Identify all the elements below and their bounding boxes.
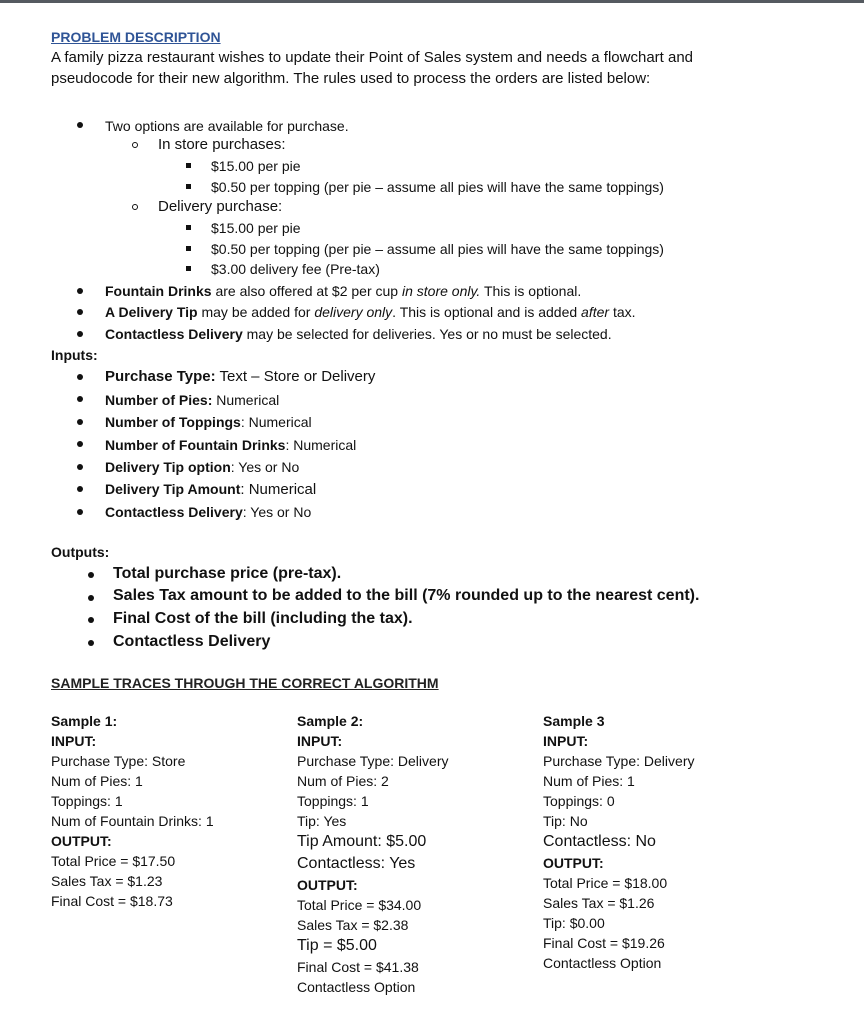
input-label: INPUT: xyxy=(543,733,589,749)
sample-line: Final Cost = $41.38 xyxy=(297,959,419,975)
rule-tip: A Delivery Tip may be added for delivery only. This is optional and is added after tax. xyxy=(105,304,636,320)
sample-line: Num of Pies: 1 xyxy=(51,773,143,789)
sample-1 xyxy=(51,711,291,911)
bullet-icon xyxy=(77,309,83,315)
sample-line: Tip: Yes xyxy=(297,813,347,829)
bullet-icon xyxy=(77,486,83,492)
bullet-icon xyxy=(77,464,83,470)
sample-3 xyxy=(543,711,783,973)
sample-line: Total Price = $17.50 xyxy=(51,853,176,869)
sample-line: Toppings: 1 xyxy=(51,793,123,809)
sample-line: Purchase Type: Delivery xyxy=(297,753,449,769)
sample-line: Toppings: 1 xyxy=(297,793,369,809)
delivery-item: $0.50 per topping (per pie – assume all pies will have the same toppings) xyxy=(211,241,664,257)
sample-line: Num of Pies: 1 xyxy=(543,773,635,789)
bullet-icon xyxy=(77,441,83,447)
input-item: Delivery Tip Amount: Numerical xyxy=(105,481,317,498)
input-label: INPUT: xyxy=(297,733,343,749)
sample-line: Contactless Option xyxy=(297,979,416,995)
sample-line: Toppings: 0 xyxy=(543,793,615,809)
inputs-heading: Inputs: xyxy=(51,347,98,363)
output-label: OUTPUT: xyxy=(297,877,358,893)
rule-contactless: Contactless Delivery may be selected for deliveries. Yes or no must be selected. xyxy=(105,326,612,342)
bullet-square-icon xyxy=(186,246,191,251)
intro-line-1: A family pizza restaurant wishes to update their Point of Sales system and needs a flowchart and xyxy=(51,49,694,66)
sample-line: Tip Amount: $5.00 xyxy=(297,833,427,850)
bullet-square-icon xyxy=(186,163,191,168)
output-item: Total purchase price (pre-tax). xyxy=(113,565,342,582)
sample-line: Sales Tax = $2.38 xyxy=(297,917,409,933)
sample-line: Purchase Type: Delivery xyxy=(543,753,695,769)
sample-line: Purchase Type: Store xyxy=(51,753,186,769)
sample-line: Tip: No xyxy=(543,813,588,829)
bullet-icon xyxy=(77,331,83,337)
samples-heading: SAMPLE TRACES THROUGH THE CORRECT ALGORITHM xyxy=(51,675,439,691)
input-item: Number of Toppings: Numerical xyxy=(105,414,312,430)
input-item: Number of Fountain Drinks: Numerical xyxy=(105,437,357,453)
output-label: OUTPUT: xyxy=(51,833,112,849)
in-store-item: $15.00 per pie xyxy=(211,158,301,174)
bullet-icon xyxy=(77,288,83,294)
bullet-square-icon xyxy=(186,225,191,230)
output-label: OUTPUT: xyxy=(543,855,604,871)
bullet-icon xyxy=(77,419,83,425)
rule-options: Two options are available for purchase. xyxy=(105,118,349,134)
sample-line: Tip: $0.00 xyxy=(543,915,605,931)
sample-line: Final Cost = $19.26 xyxy=(543,935,665,951)
output-item: Contactless Delivery xyxy=(113,633,271,650)
bullet-icon xyxy=(88,572,94,578)
bullet-icon xyxy=(88,595,94,601)
input-label: INPUT: xyxy=(51,733,97,749)
sample-line: Num of Pies: 2 xyxy=(297,773,389,789)
delivery-item: $15.00 per pie xyxy=(211,220,301,236)
bullet-icon xyxy=(77,374,83,380)
input-item: Delivery Tip option: Yes or No xyxy=(105,459,300,475)
sample-line: Num of Fountain Drinks: 1 xyxy=(51,813,214,829)
problem-heading: PROBLEM DESCRIPTION xyxy=(51,29,221,45)
sample-line: Contactless Option xyxy=(543,955,662,971)
sample-line: Sales Tax = $1.26 xyxy=(543,895,655,911)
rule-fountain: Fountain Drinks are also offered at $2 per cup in store only. This is optional. xyxy=(105,283,582,299)
input-item: Purchase Type: Text – Store or Delivery xyxy=(105,368,376,385)
rule-in-store: In store purchases: xyxy=(158,136,286,153)
bullet-icon xyxy=(88,617,94,623)
bullet-circle-icon xyxy=(132,142,138,148)
delivery-item: $3.00 delivery fee (Pre-tax) xyxy=(211,261,380,277)
sample-line: Contactless: No xyxy=(543,833,656,850)
outputs-heading: Outputs: xyxy=(51,544,110,560)
sample-line: Tip = $5.00 xyxy=(297,937,377,954)
sample-line: Final Cost = $18.73 xyxy=(51,893,173,909)
sample-line: Total Price = $18.00 xyxy=(543,875,668,891)
sample-title: Sample 1: xyxy=(51,713,118,729)
bullet-icon xyxy=(77,122,83,128)
rule-delivery: Delivery purchase: xyxy=(158,198,283,215)
sample-2 xyxy=(297,711,537,997)
output-item: Final Cost of the bill (including the tax). xyxy=(113,610,413,627)
bullet-square-icon xyxy=(186,266,191,271)
bullet-icon xyxy=(88,640,94,646)
sample-line: Total Price = $34.00 xyxy=(297,897,422,913)
sample-title: Sample 3 xyxy=(543,713,605,729)
top-border xyxy=(0,0,864,3)
input-item: Number of Pies: Numerical xyxy=(105,392,280,408)
sample-line: Sales Tax = $1.23 xyxy=(51,873,163,889)
in-store-item: $0.50 per topping (per pie – assume all pies will have the same toppings) xyxy=(211,179,664,195)
input-item: Contactless Delivery: Yes or No xyxy=(105,504,312,520)
intro-line-2: pseudocode for their new algorithm. The rules used to process the orders are listed below: xyxy=(51,70,651,87)
sample-title: Sample 2: xyxy=(297,713,364,729)
sample-line: Contactless: Yes xyxy=(297,855,416,872)
bullet-icon xyxy=(77,396,83,402)
bullet-circle-icon xyxy=(132,204,138,210)
bullet-square-icon xyxy=(186,184,191,189)
bullet-icon xyxy=(77,509,83,515)
output-item: Sales Tax amount to be added to the bill (7% rounded up to the nearest cent). xyxy=(113,587,700,604)
